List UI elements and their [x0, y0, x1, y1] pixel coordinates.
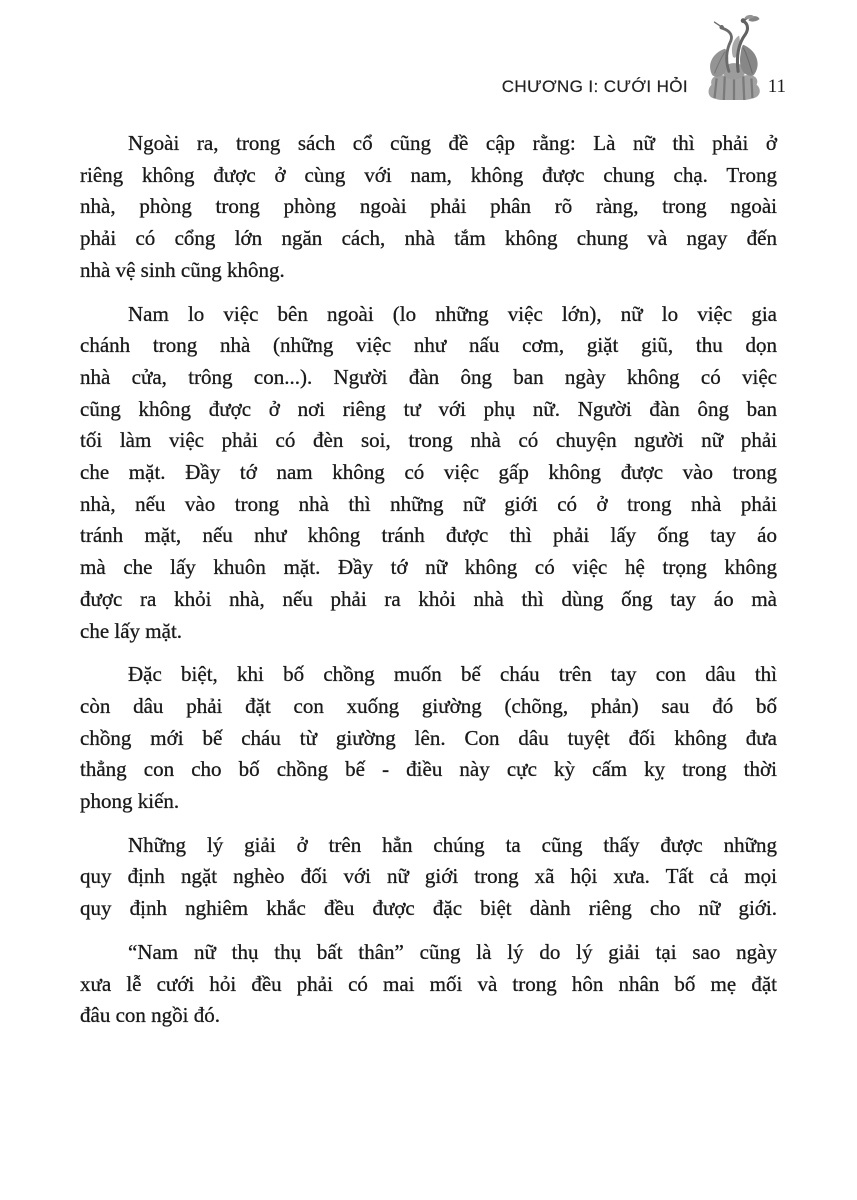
cranes-ornament-image: [704, 14, 764, 100]
paragraph: [80, 830, 777, 925]
text-line: che mặt. Đầy tớ nam không có việc gấp không được vào trong: [80, 460, 777, 485]
text-line: che lấy mặt.: [80, 618, 183, 643]
text-line: cũng không được ở nơi riêng tư với phụ nữ. Người đàn ông ban: [80, 396, 777, 421]
two-cranes-icon: [704, 14, 764, 100]
text-line: thẳng con cho bố chồng bế - điều này cực kỳ cấm kỵ trong thời: [80, 757, 777, 782]
text-line: tránh mặt, nếu như không tránh được thì phải lấy ống tay áo: [80, 523, 777, 548]
text-line: Những lý giải ở trên hẳn chúng ta cũng thấy được những: [128, 832, 777, 857]
page-number: 11: [767, 76, 786, 97]
text-line: chồng mới bế cháu từ giường lên. Con dâu tuyệt đối không đưa: [80, 725, 777, 750]
paragraph: [80, 128, 777, 287]
text-line: riêng không được ở cùng với nam, không được chung chạ. Trong: [80, 162, 777, 187]
text-line: “Nam nữ thụ thụ bất thân” cũng là lý do lý giải tại sao ngày: [128, 939, 777, 964]
text-line: nhà cửa, trông con...). Người đàn ông ban ngày không có việc: [80, 364, 777, 389]
paragraph: [80, 299, 777, 648]
text-line: phải có cổng lớn ngăn cách, nhà tắm không chung và ngay đến: [80, 226, 777, 251]
text-line: Ngoài ra, trong sách cổ cũng đề cập rằng: Là nữ thì phải ở: [128, 131, 777, 155]
text-line: tối làm việc phải có đèn soi, trong nhà có chuyện người nữ phải: [80, 428, 777, 453]
text-line: nhà, phòng trong phòng ngoài phải phân rõ ràng, trong ngoài: [80, 194, 777, 219]
text-line: còn dâu phải đặt con xuống giường (chõng, phản) sau đó bố: [80, 693, 777, 718]
body-paragraphs: [80, 128, 777, 1044]
text-line: xưa lễ cưới hỏi đều phải có mai mối và trong hôn nhân bố mẹ đặt: [80, 971, 777, 996]
text-line: mà che lấy khuôn mặt. Đầy tớ nữ không có việc hệ trọng không: [80, 555, 777, 580]
paragraph: [80, 659, 777, 818]
chapter-header-title: CHƯƠNG I: CƯỚI HỎI: [501, 77, 688, 96]
text-line: Đặc biệt, khi bố chồng muốn bế cháu trên tay con dâu thì: [128, 662, 777, 687]
text-line: quy định nghiêm khắc đều được đặc biệt dành riêng cho nữ giới.: [80, 896, 777, 921]
text-line: nhà vệ sinh cũng không.: [80, 257, 285, 282]
text-line: được ra khỏi nhà, nếu phải ra khỏi nhà thì dùng ống tay áo mà: [80, 586, 777, 611]
paragraph: [80, 937, 777, 1032]
text-line: phong kiến.: [80, 789, 180, 814]
text-line: Nam lo việc bên ngoài (lo những việc lớn), nữ lo việc gia: [128, 301, 777, 326]
text-line: quy định ngặt nghèo đối với nữ giới trong xã hội xưa. Tất cả mọi: [80, 864, 777, 889]
text-line: nhà, nếu vào trong nhà thì những nữ giới có ở trong nhà phải: [80, 491, 777, 516]
text-line: đâu con ngồi đó.: [80, 1003, 220, 1028]
text-line: chánh trong nhà (những việc như nấu cơm, giặt giũ, thu dọn: [80, 333, 777, 358]
